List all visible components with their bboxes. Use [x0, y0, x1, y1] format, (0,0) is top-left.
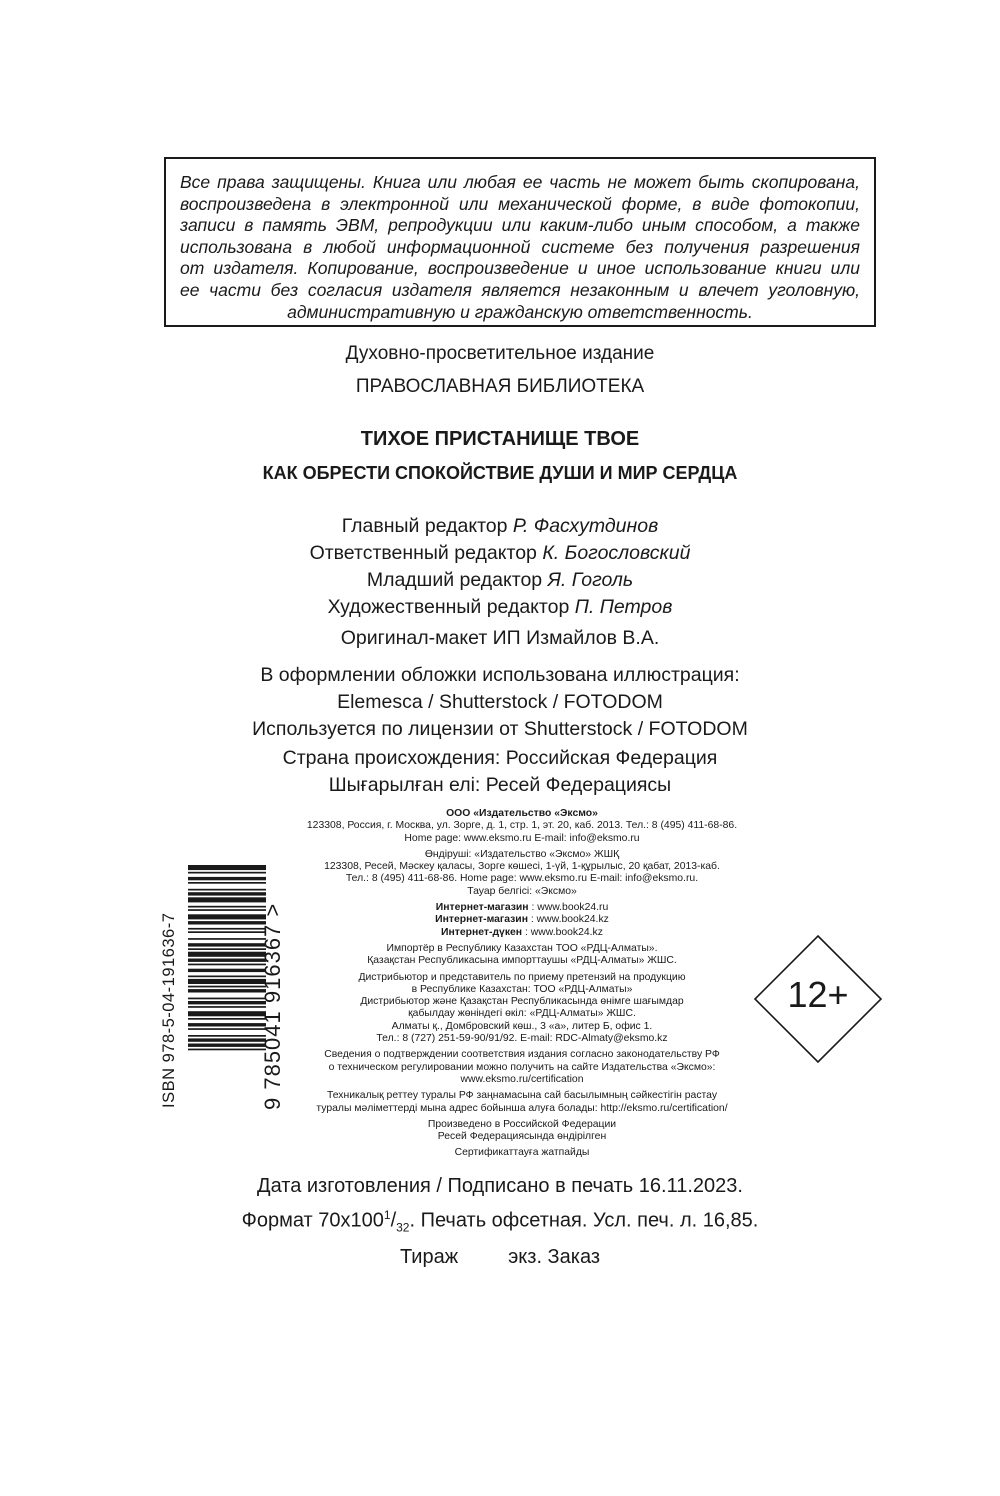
certification-kz-line: Техникалық реттеу туралы РФ заңнамасына сай басылымның сәйкестігін растау: [326, 1090, 718, 1102]
publisher-kz-line: Өндіруші: «Издательство «Эксмо» ЖШҚ: [424, 848, 620, 860]
barcode-bar: [188, 897, 266, 902]
print-run-line: Тираж экз. Заказ: [399, 1245, 601, 1268]
barcode-bar: [188, 931, 266, 933]
barcode-bar: [188, 928, 266, 930]
editor-name: К. Богословский: [542, 542, 691, 564]
distributor-line: Дистрибьютор и представитель по приему претензий на продукцию: [358, 971, 686, 983]
made-in-line: Ресей Федерациясында өндірілген: [437, 1131, 607, 1143]
publisher-ru: [290, 808, 754, 845]
country-line: Шығарылған елі: Ресей Федерациясы: [328, 774, 672, 796]
publisher-address: 123308, Россия, г. Москва, ул. Зорге, д. 1, стр. 1, эт. 20, каб. 2013. Тел.: 8 (495) 411-68-86.: [306, 820, 738, 832]
series-name: ПРАВОСЛАВНАЯ БИБЛИОТЕКА: [355, 376, 645, 397]
distributor-info: [290, 972, 754, 1046]
publisher-kz-line: Тел.: 8 (495) 411-68-86. Home page: www.eksmo.ru E-mail: info@eksmo.ru.: [345, 873, 699, 885]
cover-credit-line: Elemesca / Shutterstock / FOTODOM: [337, 691, 663, 713]
certification-line: о техническом регулировании можно получить на сайте Издательства «Эксмо»:: [328, 1061, 716, 1073]
barcode-bar: [188, 892, 266, 895]
certification-kz-info: [290, 1090, 754, 1115]
publisher-web: Home page: www.eksmo.ru E-mail: info@eksmo.ru: [404, 832, 640, 844]
barcode-bar: [188, 1035, 266, 1037]
barcode-bar: [188, 882, 266, 884]
series-kind: Духовно-просветительное издание: [345, 343, 655, 364]
cover-credit-line: В оформлении обложки использована иллюстрация:: [260, 664, 740, 686]
rights-line: ее части без согласия издателя является незаконным и влечет уголовную,: [180, 279, 860, 300]
editor-line: [0, 594, 1000, 621]
barcode-bar: [188, 865, 266, 870]
certification-line: Сведения о подтверждении соответствия издания согласно законодательству РФ: [324, 1049, 720, 1061]
distributor-line: в Республике Казахстан: ТОО «РДЦ-Алматы»: [411, 983, 633, 995]
certification-line: www.eksmo.ru/certification: [460, 1073, 584, 1085]
importer-line: Импортёр в Республику Казахстан ТОО «РДЦ-Алматы».: [386, 942, 658, 954]
editor-role: Ответственный редактор: [309, 542, 537, 564]
book-subtitle: КАК ОБРЕСТИ СПОКОЙСТВИЕ ДУШИ И МИР СЕРДЦА: [262, 463, 738, 483]
printing-info: [0, 1172, 1000, 1272]
country-of-origin: [0, 745, 1000, 799]
barcode-bar: [188, 964, 266, 966]
distributor-line: Алматы қ., Домбровский көш., 3 «а», литер Б, офис 1.: [391, 1020, 653, 1032]
editor-line: [0, 567, 1000, 594]
publisher-name: ООО «Издательство «Эксмо»: [446, 808, 598, 819]
barcode-bar: [188, 952, 266, 957]
country-line: Страна происхождения: Российская Федерация: [282, 747, 718, 769]
barcode-bar: [188, 986, 266, 988]
barcode-bar: [188, 1018, 266, 1020]
shop-line: Интернет-магазин : www.book24.ru: [435, 902, 609, 914]
cover-credit-line: Используется по лицензии от Shutterstock / FOTODOM: [252, 718, 748, 740]
barcode-bar: [188, 989, 266, 992]
editor-name: Я. Гоголь: [547, 569, 634, 591]
barcode-bar: [188, 1006, 266, 1008]
barcode-bar: [188, 998, 266, 1000]
layout-credit: Оригинал-макет ИП Измайлов В.А.: [340, 627, 660, 649]
editor-role: Главный редактор: [341, 515, 508, 537]
editor-name: П. Петров: [574, 596, 673, 618]
barcode-bar: [188, 976, 266, 978]
barcode-bars: [188, 865, 266, 1050]
age-rating: 12+: [787, 974, 849, 1015]
editor-line: [0, 513, 1000, 540]
barcode-bar: [188, 1028, 266, 1030]
editor-name: Р. Фасхутдинов: [512, 515, 659, 537]
barcode-bar: [188, 906, 266, 908]
book-title: ТИХОЕ ПРИСТАНИЩЕ ТВОЕ: [360, 428, 640, 450]
rights-line: записи в память ЭВМ, репродукции или каким-либо иным способом, а также: [180, 215, 860, 236]
rights-line: Все права защищены. Книга или любая ее часть не может быть скопирована,: [180, 172, 860, 192]
print-date-line: Дата изготовления / Подписано в печать 16.11.2023.: [257, 1175, 743, 1197]
publisher-kz: [290, 849, 754, 898]
editor-role: Младший редактор: [366, 569, 543, 591]
made-in-line: Произведено в Российской Федерации: [427, 1118, 617, 1130]
barcode-bar: [188, 872, 266, 874]
barcode-bar: [188, 877, 266, 880]
editors-list: [0, 513, 1000, 621]
distributor-line: қабылдау жөніндегі өкіл: «РДЦ-Алматы» ЖШС.: [408, 1008, 636, 1020]
barcode-bar: [188, 1038, 266, 1041]
print-format-line: Формат $70х100^1/_{32}$. Печать офсетная. Усл. печ. л. 16,85.: [241, 1208, 759, 1235]
barcode-bar: [188, 969, 266, 972]
barcode-bar: [188, 889, 266, 891]
distributor-line: Дистрибьютор және Қазақстан Республикасында өнімге шағымдар: [360, 996, 684, 1008]
publisher-info: [290, 808, 754, 1164]
publisher-kz-line: 123308, Ресей, Мәскеу қаласы, Зорге көшесі, 1-үй, 1-құрылыс, 20 қабат, 2013-каб.: [324, 861, 720, 873]
rights-line: от издателя. Копирование, воспроизведение и иное использование книги или: [180, 258, 860, 279]
barcode-bar: [188, 1049, 266, 1051]
barcode-bar: [188, 943, 266, 946]
barcode-bar: [188, 921, 266, 924]
barcode-bar: [188, 948, 266, 950]
rights-line: воспроизведена в электронной или механической форме, в виде фотокопии,: [180, 193, 860, 214]
certification-info: [290, 1049, 754, 1086]
shop-line: Интернет-магазин : www.book24.kz: [435, 914, 609, 926]
made-in-info: [290, 1119, 754, 1144]
rights-notice-box: [164, 157, 876, 327]
rights-line: административную и гражданскую ответственность.: [287, 301, 753, 322]
barcode-bar: [188, 1044, 266, 1047]
importer-line: Қазақстан Республикасына импорттаушы «РДЦ-Алматы» ЖШС.: [367, 955, 677, 967]
no-cert-info: [290, 1147, 754, 1159]
isbn-number: ISBN 978-5-04-191636-7: [160, 912, 178, 1108]
publisher-kz-line: Тауар белгісі: «Эксмо»: [467, 885, 577, 897]
distributor-line: Тел.: 8 (727) 251-59-90/91/92. E-mail: RDC-Almaty@eksmo.kz: [376, 1033, 668, 1045]
editor-line: [0, 540, 1000, 567]
barcode-bar: [188, 959, 266, 962]
barcode-digits: 9 785041 916367 >: [260, 902, 285, 1110]
editor-role: Художественный редактор: [327, 596, 570, 618]
rights-line: использована в любой информационной системе без получения разрешения: [180, 236, 860, 257]
barcode-bar: [188, 1011, 266, 1016]
barcode-bar: [188, 979, 266, 984]
barcode-bar: [188, 909, 266, 911]
online-shops: [290, 902, 754, 939]
barcode-bar: [188, 1023, 266, 1026]
shop-line: Интернет-дүкен : www.book24.kz: [441, 926, 603, 938]
no-cert-line: Сертификаттауға жатпайды: [454, 1147, 590, 1159]
barcode-bar: [188, 914, 266, 919]
cover-credit: [0, 662, 1000, 743]
certification-kz-line: туралы мәліметтерді мына адрес бойынша алуға болады: http://eksmo.ru/certification/: [316, 1102, 728, 1114]
barcode-bar: [188, 1001, 266, 1004]
barcode-bar: [188, 938, 266, 940]
importer-info: [290, 943, 754, 968]
